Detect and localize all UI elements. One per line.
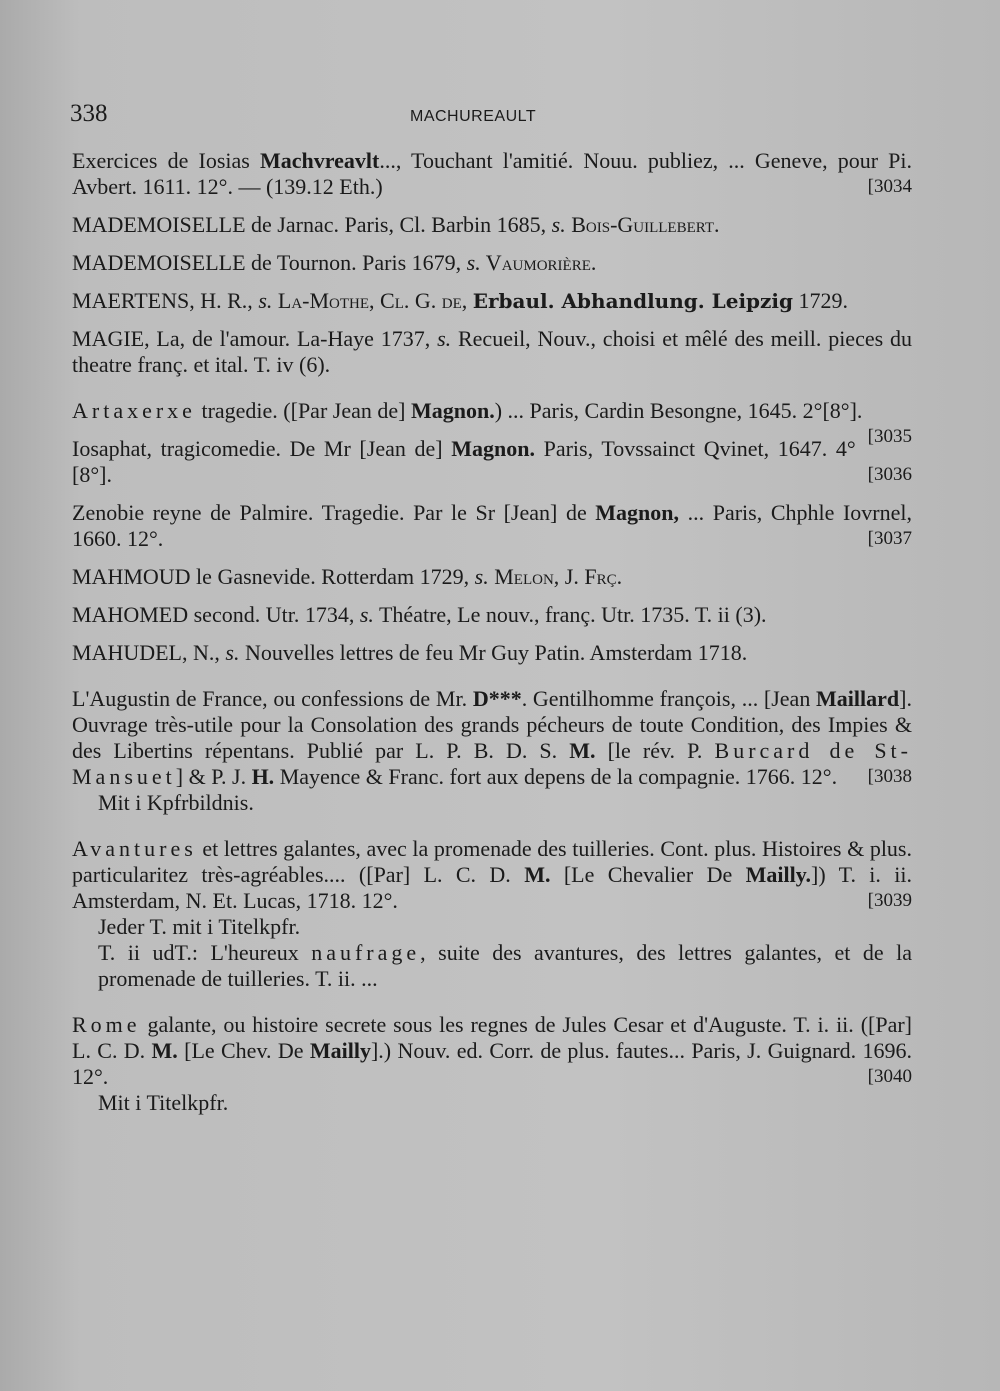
entry-text-part: [Le Chev. De bbox=[177, 1038, 310, 1063]
author-name: H. bbox=[251, 764, 275, 789]
entry-text-part: La-Mothe, Cl. G. de, bbox=[272, 288, 473, 313]
author-name: M. bbox=[151, 1038, 178, 1063]
entry-3040 bbox=[72, 1012, 912, 1116]
entry-text-part: Exercices de Iosias bbox=[72, 148, 260, 173]
entry-note: Mit i Kpfrbildnis. bbox=[98, 790, 254, 815]
catalog-entries bbox=[72, 148, 912, 1116]
author-name: Mailly. bbox=[745, 862, 812, 887]
entry-note bbox=[72, 940, 912, 992]
author-name: M. bbox=[569, 738, 596, 763]
entry-text-part: L'Augustin de France, ou confessions de Mr. bbox=[72, 686, 473, 711]
entry-text-part: Vaumorière. bbox=[480, 250, 597, 275]
entry-text-part: MADEMOISELLE de Tournon. Paris 1679, bbox=[72, 250, 467, 275]
entry-text-part: MAERTENS, H. R., bbox=[72, 288, 259, 313]
catalog-number: [3039 bbox=[867, 890, 912, 911]
entry-text-part: Nouvelles lettres de feu Mr Guy Patin. Amsterdam 1718. bbox=[239, 640, 748, 665]
entry-text bbox=[72, 148, 912, 200]
entry-text-part: Zenobie reyne de Palmire. Tragedie. Par le Sr [Jean] de bbox=[72, 500, 596, 525]
entry-cross-ref bbox=[72, 212, 912, 238]
entry-cross-ref bbox=[72, 640, 912, 666]
entry-text-part: , suite des avantures, des lettres galantes, et de la promenade de tuilleries. T. ii. ... bbox=[98, 940, 912, 991]
see-ref: s. bbox=[466, 250, 481, 275]
entry-3038 bbox=[72, 686, 912, 816]
catalog-number: [3035 bbox=[867, 426, 912, 447]
see-ref: s. bbox=[437, 326, 452, 351]
catalog-number: [3036 bbox=[867, 464, 912, 485]
entry-text-part: Mayence & Franc. fort aux depens de la compagnie. 1766. 12°. bbox=[274, 764, 838, 789]
catalog-number: [3038 bbox=[867, 766, 912, 787]
page-number: 338 bbox=[70, 100, 108, 127]
see-ref: s. bbox=[551, 212, 566, 237]
spaced-word: naufrage bbox=[311, 940, 421, 965]
entry-text-part: ].) Nouv. ed. Corr. de plus. fautes... Paris, J. Guignard. 1696. 12°. bbox=[72, 1038, 912, 1089]
author-name: Magnon, bbox=[595, 500, 680, 525]
see-ref: s. bbox=[359, 602, 374, 627]
entry-3036 bbox=[72, 436, 912, 488]
entry-text-part: Paris, Tovssainct Qvinet, 1647. 4°[8°]. bbox=[72, 436, 856, 487]
entry-cross-ref bbox=[72, 288, 912, 314]
see-ref: s. bbox=[474, 564, 489, 589]
entry-note: Mit i Titelkpfr. bbox=[98, 1090, 229, 1115]
fraktur-text: Erbaul. Abhandlung. Leipzig bbox=[472, 289, 793, 313]
catalog-number: [3037 bbox=[867, 528, 912, 549]
title-word: Artaxerxe bbox=[72, 398, 196, 423]
entry-text-part: MAGIE, La, de l'amour. La-Haye 1737, bbox=[72, 326, 438, 351]
entry-cross-ref bbox=[72, 564, 912, 590]
author-name: Magnon. bbox=[451, 436, 535, 461]
title-word: Rome bbox=[72, 1012, 141, 1037]
entry-cross-ref bbox=[72, 250, 912, 276]
entry-3034 bbox=[72, 148, 912, 200]
running-title: MACHUREAULT bbox=[410, 108, 537, 125]
entry-text-part: [le rév. P. bbox=[595, 738, 715, 763]
entry-text-part: [Le Chevalier De bbox=[550, 862, 746, 887]
author-name: Machvreavlt bbox=[259, 148, 380, 173]
entry-text-part: galante, ou histoire secrete sous les regnes de Jules Cesar et d'Auguste. T. i. ii. ([Par] L. C. D. bbox=[72, 1012, 912, 1063]
entry-text-part: ]. Ouvrage très-utile pour la Consolation des grands pécheurs de toute Condition, des Impies & des Libertins répentans. Publié par L. P. B. D. S. bbox=[72, 686, 912, 763]
entry-text-part: MAHOMED second. Utr. 1734, bbox=[72, 602, 360, 627]
entry-text-part: ... Paris, Chphle Iovrnel, 1660. 12°. bbox=[72, 500, 912, 551]
entry-text-part: Théatre, Le nouv., franç. Utr. 1735. T. ii (3). bbox=[373, 602, 767, 627]
entry-text-part: MADEMOISELLE de Jarnac. Paris, Cl. Barbin 1685, bbox=[72, 212, 552, 237]
entry-text-part: T. ii udT.: L'heureux bbox=[98, 940, 312, 965]
spaced-name: Burcard de St-Mansuet bbox=[72, 738, 912, 789]
entry-text-part: Iosaphat, tragicomedie. De Mr [Jean de] bbox=[72, 436, 452, 461]
author-name: Mailly bbox=[309, 1038, 371, 1063]
entry-3039 bbox=[72, 836, 912, 992]
page-header bbox=[70, 100, 930, 134]
entry-text-part: ..., Touchant l'amitié. Nouu. publiez, ... Geneve, pour Pi. Avbert. 1611. 12°. — (139.12 Eth.) bbox=[72, 148, 912, 199]
entry-text-part: Melon, J. Frç. bbox=[488, 564, 623, 589]
entry-text-part: ]) T. i. ii. Amsterdam, N. Et. Lucas, 1718. 12°. bbox=[72, 862, 913, 913]
entry-text-part: 1729. bbox=[792, 288, 848, 313]
entry-text-part: Recueil, Nouv., choisi et mêlé des meill. pieces du theatre franç. et ital. T. iv (6). bbox=[72, 326, 912, 377]
entry-text-part: . Gentilhomme françois, ... [Jean bbox=[521, 686, 817, 711]
author-name: D*** bbox=[472, 686, 522, 711]
entry-text-part: MAHUDEL, N., bbox=[72, 640, 226, 665]
entry-text-part: ] & P. J. bbox=[175, 764, 252, 789]
entry-text-part: ) ... Paris, Cardin Besongne, 1645. 2°[8°]. bbox=[494, 398, 863, 423]
author-name: Magnon. bbox=[410, 398, 495, 423]
see-ref: s. bbox=[258, 288, 273, 313]
author-name: Maillard bbox=[816, 686, 900, 711]
see-ref: s. bbox=[225, 640, 240, 665]
entry-text-part: et lettres galantes, avec la promenade des tuilleries. Cont. plus. Histoires & plus. particularitez très-agréables.... ([Par] L. C. D. bbox=[72, 836, 912, 887]
entry-text-part: MAHMOUD le Gasnevide. Rotterdam 1729, bbox=[72, 564, 475, 589]
entry-3037 bbox=[72, 500, 912, 552]
entry-note: Jeder T. mit i Titelkpfr. bbox=[98, 914, 301, 939]
entry-cross-ref bbox=[72, 602, 912, 628]
author-name: M. bbox=[524, 862, 551, 887]
entry-text-part: tragedie. ([Par Jean de] bbox=[195, 398, 411, 423]
catalog-number: [3040 bbox=[867, 1066, 912, 1087]
entry-cross-ref bbox=[72, 326, 912, 378]
catalog-number: [3034 bbox=[867, 176, 912, 197]
title-word: Avantures bbox=[72, 836, 197, 861]
entry-text-part: Bois-Guillebert. bbox=[565, 212, 720, 237]
entry-3035 bbox=[72, 398, 912, 447]
